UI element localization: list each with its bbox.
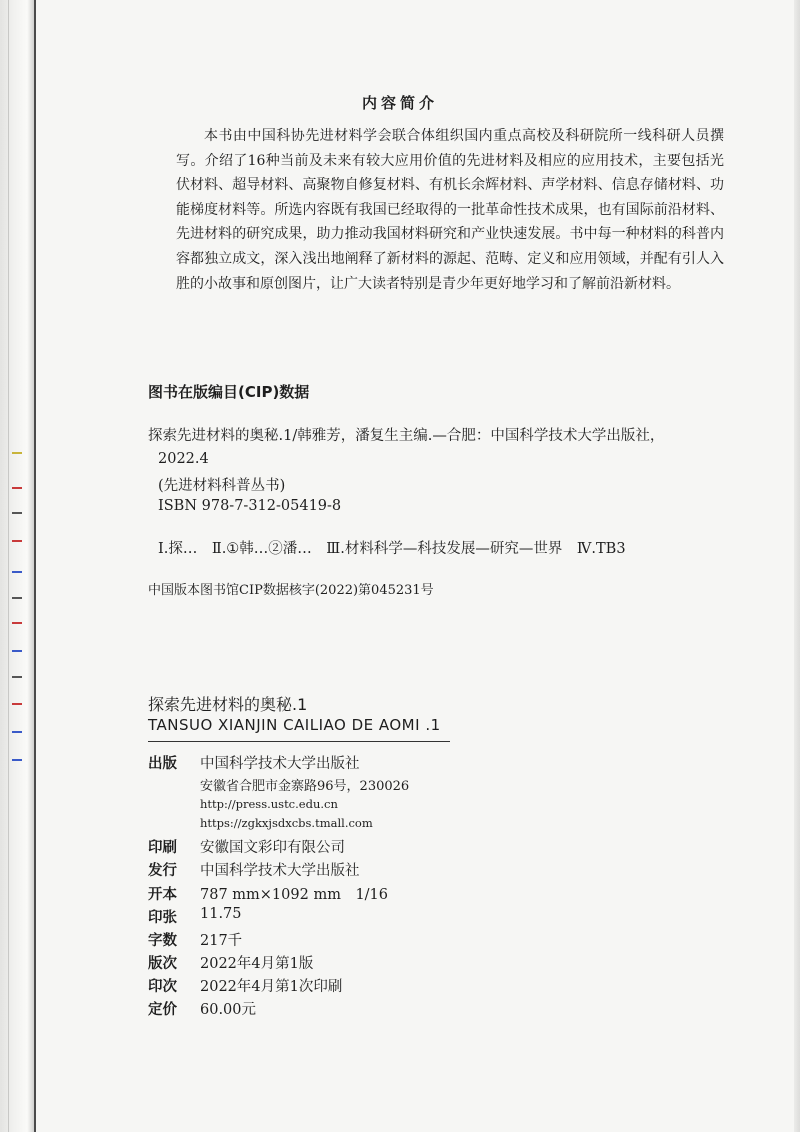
binding-color-mark (12, 540, 22, 542)
word-count-value: 217千 (200, 933, 243, 949)
distributor-value: 中国科学技术大学出版社 (200, 863, 360, 879)
binding-color-mark (12, 759, 22, 761)
binding-color-mark (12, 731, 22, 733)
cip-line-series: (先进材料科普丛书) (158, 478, 286, 494)
binding-color-mark (12, 512, 22, 514)
intro-body: 本书由中国科协先进材料学会联合体组织国内重点高校及科研院所一线科研人员撰写。介绍了16种当前及未来有较大应用价值的先进材料及相应的应用技术，主要包括光伏材料、超导材料、高聚物自修复材料、有机长余辉材料、声学材料、信息存储材料、功能梯度材料等。所选内容既有我国已经取得的一批革命性技术成果，也有国际前沿材料、先进材料的研究成果，助力推动我国材料研究和产业快速发展。书中每一种材料的科普内容都独立成文，深入浅出地阐释了新材料的源起、范畴、定义和应用领域，并配有引人入胜的小故事和原创图片，让广大读者特别是青少年更好地学习和了解前沿新材料。 (176, 128, 724, 292)
publisher-label: 出版 (148, 756, 177, 772)
word-count-label: 字数 (148, 933, 177, 949)
printing-label: 印次 (148, 979, 177, 995)
price-value: 60.00元 (200, 1002, 257, 1018)
sheets-value: 11.75 (200, 906, 242, 922)
book-title-pinyin: TANSUO XIANJIN CAILIAO DE AOMI .1 (148, 716, 441, 734)
book-title-chinese: 探索先进材料的奥秘.1 (148, 695, 308, 714)
cip-line-isbn: ISBN 978-7-312-05419-8 (158, 498, 342, 514)
binding-color-mark (12, 571, 22, 573)
binding-color-mark (12, 487, 22, 489)
format-label: 开本 (148, 887, 177, 903)
format-value: 787 mm×1092 mm 1/16 (200, 887, 389, 903)
edition-value: 2022年4月第1版 (200, 956, 314, 972)
binding-color-mark (12, 597, 22, 599)
publisher-url-1: http://press.ustc.edu.cn (200, 797, 338, 811)
title-divider (148, 741, 450, 742)
printer-label: 印刷 (148, 840, 177, 856)
binding-color-mark (12, 703, 22, 705)
price-label: 定价 (148, 1002, 177, 1018)
cip-number-note: 中国版本图书馆CIP数据核字(2022)第045231号 (148, 583, 434, 598)
binding-color-mark (12, 452, 22, 454)
cip-line-title-author: 探索先进材料的奥秘.1/韩雅芳，潘复生主编.—合肥：中国科学技术大学出版社， (148, 428, 665, 444)
binding-color-mark (12, 622, 22, 624)
sheets-label: 印张 (148, 910, 177, 926)
binding-fold-line (8, 0, 9, 1132)
intro-title: 内容简介 (361, 94, 438, 112)
publisher-url-2: https://zgkxjsdxcbs.tmall.com (200, 816, 373, 830)
binding-color-mark (12, 650, 22, 652)
publisher-address: 安徽省合肥市金寨路96号，230026 (200, 779, 410, 794)
cip-line-classification: Ⅰ.探… Ⅱ.①韩…②潘… Ⅲ.材料科学—科技发展—研究—世界 Ⅳ.TB3 (158, 541, 626, 557)
cip-line-date: 2022.4 (158, 451, 209, 467)
binding-color-mark (12, 676, 22, 678)
cip-title: 图书在版编目(CIP)数据 (148, 383, 310, 401)
distributor-label: 发行 (148, 863, 177, 879)
page-right-edge (794, 0, 800, 1132)
printing-value: 2022年4月第1次印刷 (200, 979, 343, 995)
edition-label: 版次 (148, 956, 177, 972)
printer-value: 安徽国文彩印有限公司 (200, 840, 345, 856)
publisher-name: 中国科学技术大学出版社 (200, 756, 360, 772)
page-binding-edge (0, 0, 36, 1132)
